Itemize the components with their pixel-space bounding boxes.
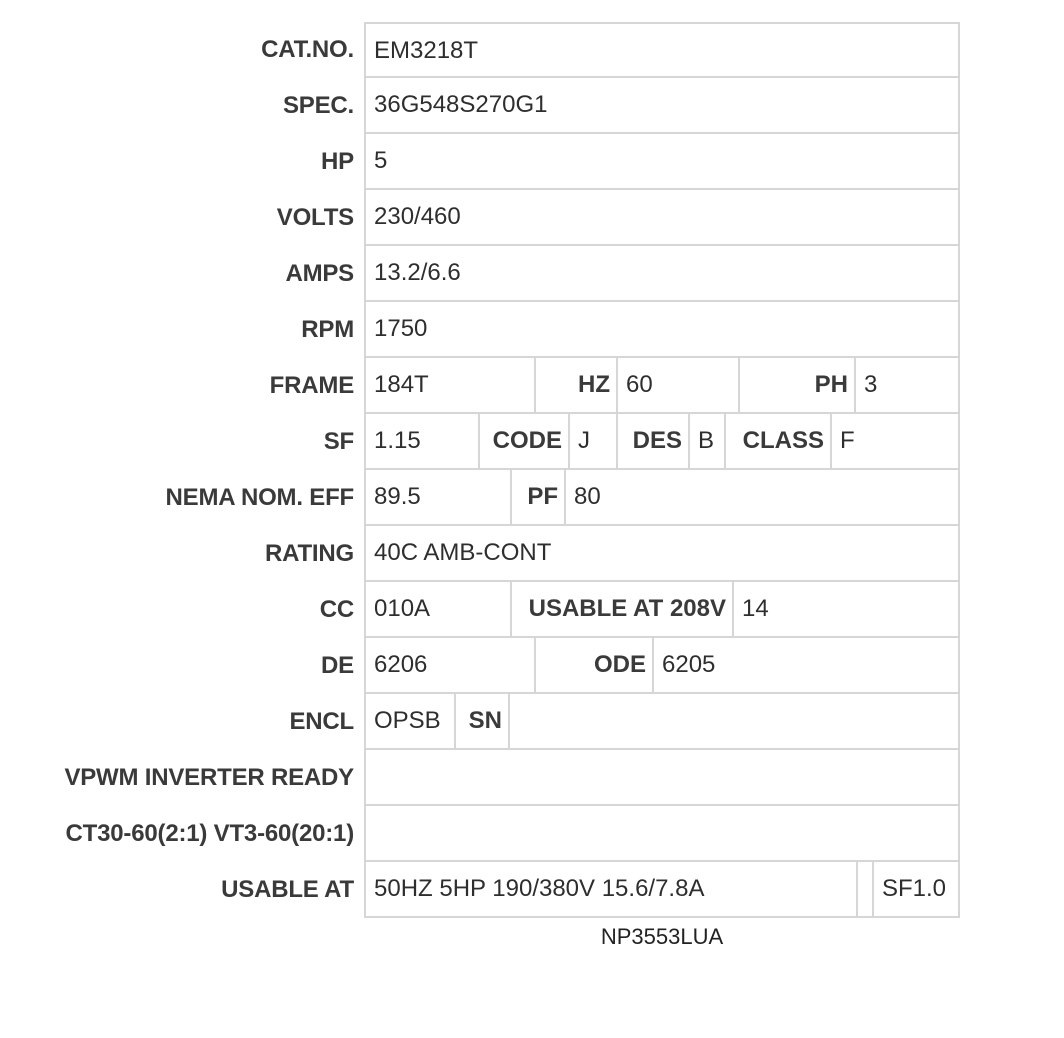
nameplate-row: [0, 638, 1064, 694]
nameplate-row: [0, 246, 1064, 302]
field-label: SF: [323, 428, 354, 455]
field-label: DE: [321, 652, 354, 679]
nameplate-row: [0, 302, 1064, 358]
field-label: VOLTS: [276, 204, 354, 231]
field-value: F: [840, 427, 855, 454]
field-label: CAT.NO.: [261, 36, 354, 63]
field-value: 230/460: [374, 203, 461, 230]
field-sublabel: PF: [512, 470, 566, 524]
field-label: NEMA NOM. EFF: [165, 484, 354, 511]
field-values: [364, 22, 960, 78]
field-sublabel: HZ: [536, 358, 618, 412]
field-label: ENCL: [289, 708, 354, 735]
field-sublabel: USABLE AT 208V: [512, 582, 734, 636]
field-values: [364, 526, 960, 582]
nameplate-row: [0, 806, 1064, 862]
field-value: 80: [574, 483, 601, 510]
field-values: [364, 582, 960, 638]
field-label: CT30-60(2:1) VT3-60(20:1): [65, 820, 354, 847]
field-values: [364, 750, 960, 806]
field-values: [364, 134, 960, 190]
field-value: 36G548S270G1: [374, 91, 548, 118]
field-label: CC: [319, 596, 354, 623]
nameplate-row: [0, 694, 1064, 750]
field-label: RPM: [301, 316, 354, 343]
nameplate-row: [0, 22, 1064, 78]
field-value: SF1.0: [882, 875, 947, 902]
field-sublabel: DES: [618, 414, 690, 468]
field-value: 010A: [366, 582, 512, 636]
field-values: [364, 246, 960, 302]
nameplate-row: [0, 582, 1064, 638]
field-value: 60: [618, 358, 740, 412]
field-label: VPWM INVERTER READY: [64, 764, 354, 791]
motor-nameplate-table: [0, 22, 1064, 918]
field-label: SPEC.: [282, 92, 354, 119]
field-sublabel: SN: [456, 694, 510, 748]
field-sublabel: CODE: [480, 414, 570, 468]
nameplate-row: [0, 190, 1064, 246]
nameplate-row: [0, 78, 1064, 134]
field-values: [364, 638, 960, 694]
field-values: [364, 806, 960, 862]
field-label: AMPS: [285, 260, 354, 287]
field-label: RATING: [264, 540, 354, 567]
field-value: 3: [864, 371, 878, 398]
field-value: 1750: [374, 315, 428, 342]
field-value: 14: [742, 595, 769, 622]
field-values: [364, 414, 960, 470]
field-value: 5: [374, 147, 388, 174]
field-value: [366, 806, 958, 860]
field-values: [364, 470, 960, 526]
field-value: [366, 750, 958, 804]
field-sublabel: ODE: [536, 638, 654, 692]
field-value: 13.2/6.6: [374, 259, 461, 286]
field-values: [364, 190, 960, 246]
nameplate-row: [0, 414, 1064, 470]
field-value: 1.15: [366, 414, 480, 468]
field-label: FRAME: [269, 372, 354, 399]
field-value: 40C AMB-CONT: [374, 539, 552, 566]
field-label: USABLE AT: [221, 876, 354, 903]
field-value: 50HZ 5HP 190/380V 15.6/7.8A: [366, 862, 858, 916]
field-value: B: [690, 414, 726, 468]
field-values: [364, 302, 960, 358]
field-sublabel: PH: [740, 358, 856, 412]
field-values: [364, 358, 960, 414]
field-value: 6206: [366, 638, 536, 692]
nameplate-row: [0, 358, 1064, 414]
field-sublabel: CLASS: [726, 414, 832, 468]
field-value: EM3218T: [374, 37, 479, 64]
nameplate-row: [0, 134, 1064, 190]
field-value: 184T: [366, 358, 536, 412]
field-values: [364, 862, 960, 918]
nameplate-code: NP3553LUA: [600, 924, 724, 949]
field-values: [364, 78, 960, 134]
field-value: 6205: [662, 651, 716, 678]
nameplate-row: [0, 470, 1064, 526]
nameplate-row: [0, 526, 1064, 582]
nameplate-row: [0, 862, 1064, 918]
field-value: [510, 694, 958, 748]
field-value: 89.5: [366, 470, 512, 524]
field-value: J: [570, 414, 618, 468]
field-value: OPSB: [366, 694, 456, 748]
nameplate-row: [0, 750, 1064, 806]
field-label: HP: [321, 148, 354, 175]
field-values: [364, 694, 960, 750]
field-value: [858, 862, 874, 916]
